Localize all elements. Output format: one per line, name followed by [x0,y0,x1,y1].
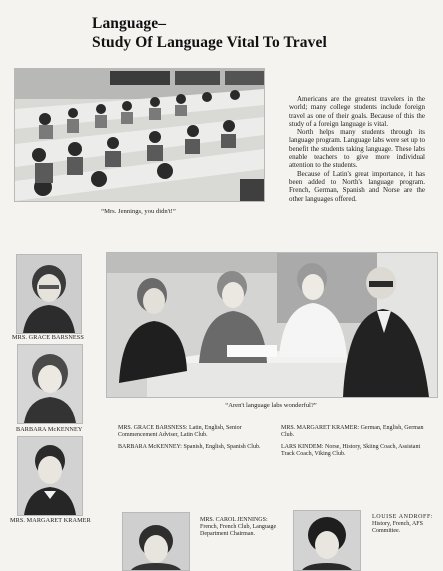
group-photo-caption: “Aren't language labs wonderful?” [225,402,317,409]
portrait-androff [293,510,361,571]
portrait-barsness [16,254,82,334]
language-lab-photo [14,68,265,202]
page-subtitle: Study Of Language Vital To Travel [92,34,327,51]
intro-paragraph: Americans are the greatest travelers in the world; many college students include foreign travel as one of their goals. Because of this the study of a foreign language is vital. [289,95,425,128]
intro-paragraph: Because of Latin's great importance, it has been added to North's language program. French, German, Spanish and Norse are the other languages offered. [289,169,425,203]
teachers-group-photo [106,252,438,398]
intro-paragraph: North helps many students through its language program. Language labs were set up to benefit the students taking language. These labs enable teachers to give more individual attention to the students. [289,128,425,170]
portrait-jennings [122,512,190,571]
faculty-kramer: MRS. MARGARET KRAMER: German, English, German Club. [281,425,424,439]
lab-photo-caption: “Mrs. Jennings, you didn't!” [101,208,176,215]
portrait-label-mckenney: BARBARA McKENNEY [16,426,83,433]
portrait-mckenney [17,344,83,424]
faculty-androff [372,514,438,536]
faculty-barsness: MRS. GRACE BARSNESS: Latin, English, Senior Commencement Adviser, Latin Club. [118,425,242,439]
faculty-mckenney: BARBARA McKENNEY: Spanish, English, Spanish Club. [118,444,261,450]
portrait-kramer [17,436,83,516]
intro-text [289,95,425,203]
page-title: Language– [92,15,167,32]
portrait-label-kramer: MRS. MARGARET KRAMER [10,517,91,524]
portrait-label-barsness: MRS. GRACE BARSNESS [12,334,84,341]
faculty-androff-desc: History, French, AFS Committee. [372,521,423,535]
faculty-androff-name: LOUISE ANDROFF: [372,514,434,520]
faculty-kindem: LARS KINDEM: Norse, History, Skiing Coach, Assistant Track Coach, Viking Club. [281,444,421,458]
faculty-jennings: MRS. CAROL JENNINGS: French, French Club, Language Department Chairman. [200,517,277,538]
